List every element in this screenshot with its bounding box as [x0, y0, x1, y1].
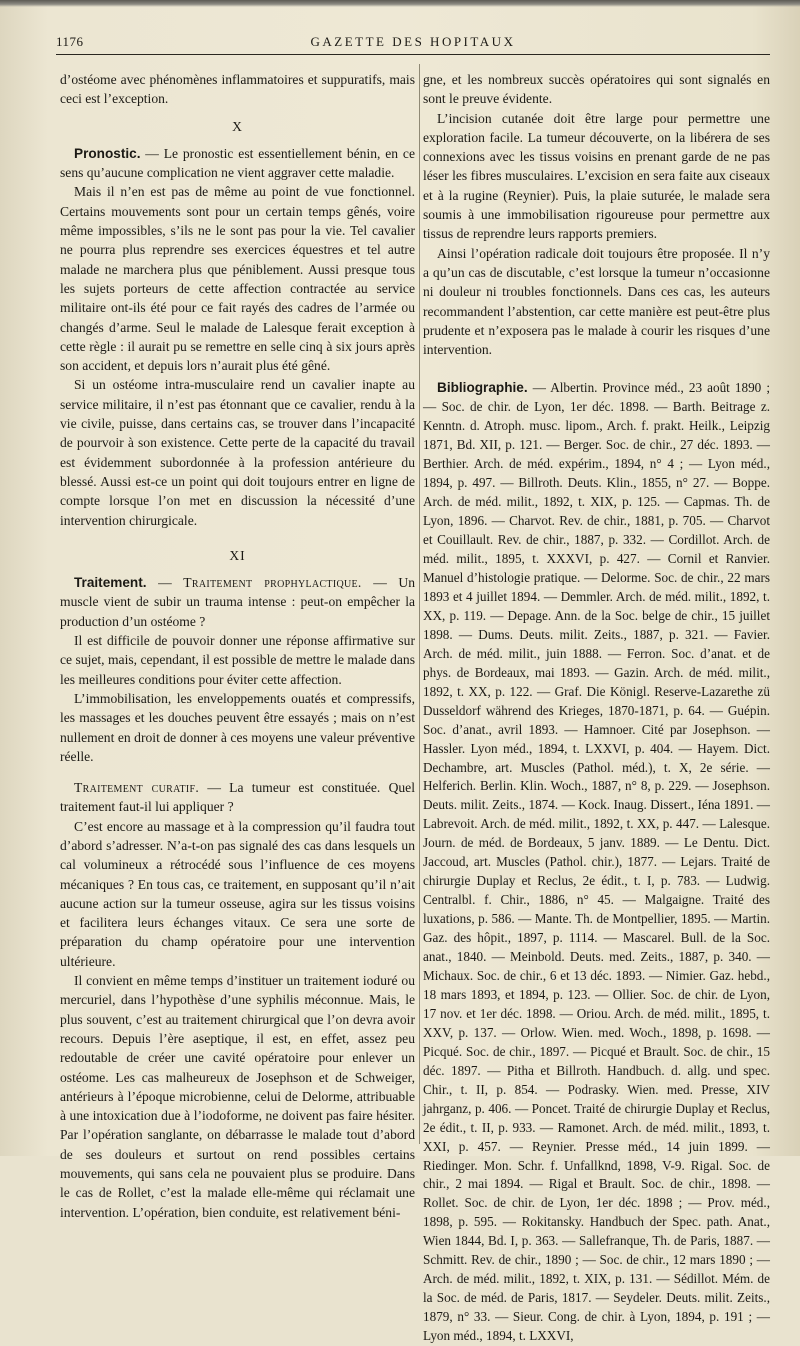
page-header [56, 30, 770, 56]
right-column [423, 70, 770, 1346]
section-number-xi: XI [229, 547, 246, 563]
bibliography [423, 379, 770, 1346]
paragraph-curatif [60, 778, 415, 817]
paragraph-traitement: Traitement. — Traitement prophylactique. — Un muscle vient de subir un trauma intense : peut-on empêcher la production d’un ostéome ? [60, 575, 415, 629]
curatif-text: — La tumeur est constituée. Quel traitement faut-il lui appliquer ? [60, 780, 415, 815]
paragraph-chirurgical: Il convient en même temps d’instituer un traitement ioduré ou mercuriel, dans l’hypothèse d’une syphilis méconnue. Mais, le plus souvent, c’est au traitement chirurgical que l’on devra avoir recours. Depuis l’ère aseptique, il est, en effet, assez peu redoutable de créer une cavité opératoire pour enlever un ostéome. Les cas malheureux de Josephson et de Schweiger, antérieurs à l’époque microbienne, celui de Delorme, attribuable à une intoxication due à l’iodoforme, ne doivent pas faire hésiter. Par l’opération sanglante, on débarrasse le malade tout d’abord de ses douleurs et surtout on rend possibles certains mouvements, qui sans cela ne pouvaient plus se produire. Dans le cas de Rollet, c’est la malade elle-même qui réclamait une intervention. L’opération, bien conduite, est relativement béni- [60, 973, 415, 1220]
paragraph-fonctionnel: Mais il n’en est pas de même au point de vue fonctionnel. Certains mouvements sont pour un certain temps gênés, voire même impossibles, s’ils ne le sont pas pour la vie. Tel cavalier ne pourra plus reprendre ses exercices équestres et tel autre malade ne marchera plus que péniblement. Aussi presque tous les sujets porteurs de cette affection contractée au service militaire ont-ils été pour ce fait rayés des cadres de l’armée ou changés d’arme. Seul le malade de Lalesque ferait exception à cette règle : il aurait pu se remettre en selle cinq à six jours après son accident, et depuis lors n’aurait plus été gêné. [60, 184, 415, 374]
traitement-text: — Un muscle vient de subir un trauma intense : peut-on empêcher la production d’un ostéome ? [60, 575, 415, 629]
journal-title: GAZETTE DES HOPITAUX [310, 34, 516, 49]
heading-bibliographie: Bibliographie. [437, 380, 528, 396]
left-column [60, 70, 415, 1222]
paragraph-immobilisation: L’immobilisation, les enveloppements ouatés et compressifs, les massages et les douches peuvent être essayés ; mais on n’est nullement en droit de donner à ces moyens une valeur préventive réelle. [60, 690, 415, 764]
pronostic-text: — Le pronostic est essentiellement bénin, en ce sens qu’aucune complication ne vient aggraver cette maladie. [60, 145, 415, 181]
heading-traitement: Traitement. [74, 575, 147, 591]
paragraph-incision: L’incision cutanée doit être large pour permettre une exploration facile. La tumeur découverte, on la libérera de ses connexions avec les tissus voisins en prenant garde de ne pas léser les fibres musculaires. L’excision en sera faite aux ciseaux et à la rugine (Reynier). Puis, la plaie suturée, le malade sera soumis à une immobilisation rigoureuse pour permettre aux tissus de reprendre leurs rapports premiers. [423, 110, 770, 242]
paragraph-pronostic [60, 144, 415, 183]
heading-pronostic: Pronostic. [74, 145, 141, 161]
header-rule [56, 54, 770, 55]
section-number-x: X [232, 118, 243, 134]
subheading-curatif: Traitement curatif. [74, 780, 200, 796]
subheading-prophylactique: Traitement prophylactique. [183, 575, 362, 591]
paragraph-cavalier: Si un ostéome intra-musculaire rend un cavalier inapte au service militaire, il n’est pas étonnant que ce cavalier, rendu à la vie civile, puisse, dans certains cas, se trouver dans l’incapacité de pourvoir à son existence. Cette perte de la capacité du travail est évidemment subordonnée à la profession antérieure du blessé. Aussi est-ce un point qui doit toujours entrer en ligne de compte lorsque l’on met en discussion la nécessité d’une intervention chirurgicale. [60, 377, 415, 528]
paragraph-benigne-continuation: gne, et les nombreux succès opératoires qui sont signalés en sont le preuve évidente. [423, 72, 770, 107]
paragraph-massage: C’est encore au massage et à la compression qu’il faudra tout d’abord s’adresser. N’a-t-on pas signalé des cas dans lesquels un cal volumineux a rétrocédé sous l’influence de ces moyens mécaniques ? En tous cas, ce traitement, en supposant qu’il n’ait aucune action sur la tumeur osseuse, agira sur les tissus voisins et facilitera leurs échanges vitaux. Ce sera une sorte de préparation du champ opératoire pour une intervention ultérieure. [60, 818, 415, 969]
paragraph-operation-radicale: Ainsi l’opération radicale doit toujours être proposée. Il n’y a qu’un cas de discutable, c’est lorsque la tumeur n’occasionne ni douleur ni troubles fonctionnels. Dans ces cas, les auteurs recommandent l’abstention, car cette manière est peut-être plus prudente et n’exposera pas le malade à courir les risques d’une intervention. [423, 245, 770, 358]
bibliography-text: — Albertin. Province méd., 23 août 1890 ; — Soc. de chir. de Lyon, 1er déc. 1898. — Barth. Beitrage z. Kenntn. d. Atroph. musc. lipom., Arch. f. prakt. Heilk., Leipzig 1871, Bd. XII, p. 121. — Berger. Soc. de chir., 27 déc. 1893. — Berthier. Arch. de méd. expérim., 1894, n° 4 ; — Lyon méd., 1894, p. 497. — Billroth. Deuts. Klin., 1855, n° 27. — Boppe. Arch. de méd. milit., 1892, t. XIX, p. 125. — Capmas. Th. de Lyon, 1896. — Charvot. Rev. de chir., 1881, p. 705. — Charvot et Couillault. Rev. de chir., 1887, p. 332. — Cordillot. Arch. de méd. milit., 1895, t. XXXVI, p. 427. — Cornil et Ranvier. Manuel d’histologie pratique. — Delorme. Soc. de chir., 22 mars 1893 et 4 juillet 1894. — Demmler. Arch. de méd. milit., 1892, t. XX, p. 119. — Depage. Ann. de la Soc. belge de chir., 15 juillet 1898. — Dums. Deuts. milit. Zeits., 1887, p. 321. — Favier. Arch. de méd. milit., juin 1888. — Ferron. Soc. d’anat. et de phys. de Bordeaux, mai 1893. — Gazin. Arch. de méd. milit., 1892, t. XX, p. 122. — Graf. Die Königl. Reserve-Lazarethe zü Dusseldorf während des Krieges, 1870-1871, p. 64. — Guépin. Soc. d’anat., avril 1893. — Hamnoer. Cité par Josephson. — Hassler. Lyon méd., 1894, t. LXXVI, p. 404. — Hayem. Dict. Dechambre, art. Muscles (Pathol. méd.), t. X, 2e série. — Helferich. Berlin. Klin. Woch., 1887, n° 8, p. 229. — Josephson. Deuts. milit. Zeits., 1874. — Kock. Inaug. Dissert., Iéna 1891. — Labrevoit. Arch. de méd. milit., 1892, t. XX, p. 447. — Lalesque. Journ. de méd. de Bordeaux, 5 janv. 1889. — Le Dentu. Dict. Jaccoud, art. Muscles (Pathol. chir.), 1877. — Lejars. Traité de chirurgie Duplay et Reclus, 2e édit., t. I, p. 783. — Ludwig. Centralbl. f. Chir., 1886, n° 45. — Malgaigne. Traité des luxations, p. 586. — Mante. Th. de Montpellier, 1895. — Martin. Gaz. des hôpit., 1897, p. 1114. — Mascarel. Bull. de la Soc. anat., 1840. — Meinbold. Deuts. med. Zeits., 1887, p. 340. — Michaux. Soc. de chir., 6 et 13 déc. 1893. — Nimier. Gaz. hebd., 18 mars 1893, et 1894, p. 123. — Ollier. Soc. de chir. de Lyon, 17 nov. et 1er déc. 1898. — Oriou. Arch. de méd. milit., 1895, t. XXV, p. 137. — Orlow. Wien. med. Woch., 1898, p. 1698. — Picqué. Soc. de chir., 1897. — Picqué et Brault. Soc. de chir., 15 déc. 1897. — Pitha et Billroth. Handbuch. d. allg. und spec. Chir., t. II, p. 854. — Podrasky. Wien. med. Presse, XIV jahrganz, p. 406. — Poncet. Traité de chirurgie Duplay et Reclus, 2e édit., t. II, p. 933. — Ramonet. Arch. de méd. milit., 1893, t. XXI, p. 457. — Reynier. Presse méd., 14 juin 1899. — Riedinger. Mon. Schr. f. Unfallknd, 1898, V-9. Rigal. Soc. de chir., 2 mai 1894. — Rigal et Brault. Soc. de chir., 1898. — Rollet. Soc. de chir. de Lyon, 1er déc. 1898 ; — Prov. méd., 1898, p. 595. — Rokitansky. Handbuch der Spec. path. Anat., Wien 1844, Bd. I, p. 363. — Sallefranque, Th. de Paris, 1887. — Schmitt. Rev. de chir., 1890 ; — Soc. de chir., 12 mars 1890 ; — Arch. de méd. milit., 1892, t. XIX, p. 131. — Sédillot. Mém. de la Soc. de méd. de Paris, 1817. — Seydeler. Deuts. milit. Zeits., 1879, n° 33. — Sieur. Cong. de chir. à Lyon, 1894, p. 191 ; — Lyon méd., 1894, t. LXXVI, [423, 380, 770, 1344]
column-divider [419, 64, 420, 1144]
paragraph-reponse: Il est difficile de pouvoir donner une réponse affirmative sur ce sujet, mais, cependant, il est possible de mettre le malade dans les meilleures conditions pour éviter cette affection. [60, 633, 415, 687]
page-number: 1176 [56, 34, 84, 49]
scan-edge-shadow [0, 0, 800, 7]
paragraph-osteome-continuation: d’ostéome avec phénomènes inflammatoires et suppuratifs, mais ceci est l’exception. [60, 72, 415, 107]
